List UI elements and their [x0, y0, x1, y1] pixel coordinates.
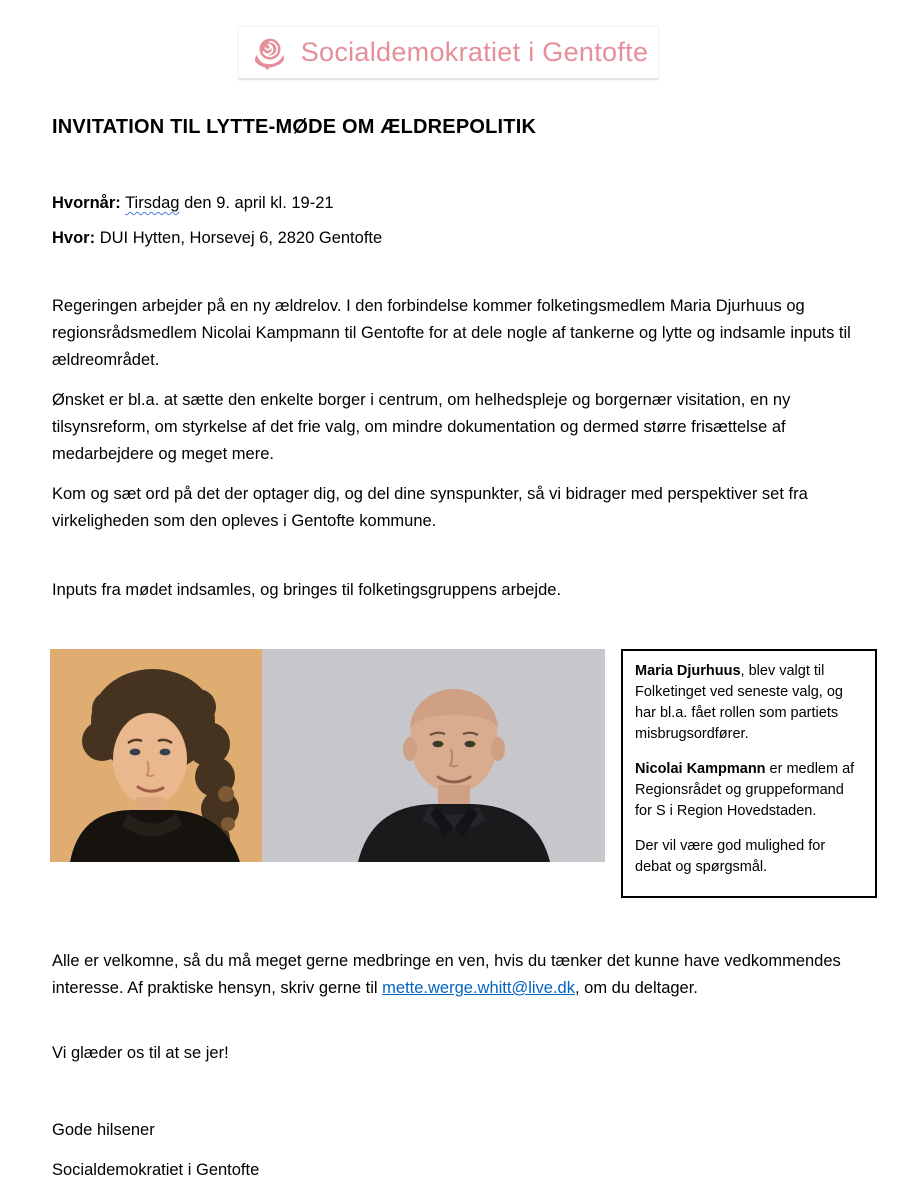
nicolai-name: Nicolai Kampmann [635, 761, 766, 777]
when-day-word: Tirsdag [125, 194, 180, 212]
signature-line: Socialdemokratiet i Gentofte [52, 1161, 260, 1179]
body-paragraph: Regeringen arbejder på en ny ældrelov. I den forbindelse kommer folketingsmedlem Maria Djurhuus og regionsrådsmedlem Nicolai Kampmann til Gentofte for at dele nogle af tankerne og lytte og indsamle inputs til ældreområdet. [52, 297, 851, 369]
maria-djurhuus-photo [50, 649, 262, 862]
nicolai-info [635, 759, 863, 822]
when-rest: den 9. april kl. 19-21 [184, 194, 334, 212]
contact-email-link[interactable]: mette.werge.whitt@live.dk [382, 979, 575, 997]
where-value: DUI Hytten, Horsevej 6, 2820 Gentofte [99, 229, 383, 247]
maria-text: , blev valgt til Folketinget ved seneste valg, og har bl.a. fået rollen som partiets misbrugsordfører. [635, 663, 843, 742]
event-details [52, 193, 861, 249]
event-where [52, 228, 861, 249]
speakers-info-box [621, 649, 877, 898]
portrait-photos [50, 649, 605, 862]
where-label: Hvor: [52, 229, 96, 247]
maria-name: Maria Djurhuus [635, 663, 741, 679]
body-paragraph: Inputs fra mødet indsamles, og bringes til folketingsgruppens arbejde. [52, 581, 562, 599]
nicolai-kampmann-photo [262, 649, 605, 862]
invite-post: , om du deltager. [574, 979, 698, 997]
party-logo-text: Socialdemokratiet i Gentofte [300, 37, 649, 67]
page-title: INVITATION TIL LYTTE-MØDE OM ÆLDREPOLITIK [52, 116, 537, 138]
debate-note: Der vil være god mulighed for debat og spørgsmål. [635, 838, 826, 875]
event-when [52, 193, 861, 214]
body-paragraph: Kom og sæt ord på det der optager dig, og del dine synspunkter, så vi bidrager med perspektiver set fra virkeligheden som den opleves i Gentofte kommune. [52, 485, 808, 530]
looking-forward-line: Vi glæder os til at se jer! [52, 1044, 229, 1062]
invite-pre: Alle er velkomne, så du må meget gerne medbringe en ven, hvis du tænker det kunne have vedkommendes interesse. Af praktiske hensyn, skriv gerne til [52, 952, 841, 997]
party-logo-card [238, 26, 659, 80]
media-row [50, 649, 877, 898]
body-paragraph: Ønsket er bl.a. at sætte den enkelte borger i centrum, om helhedspleje og borgernær visitation, en ny tilsynsreform, om styrkelse af det frie valg, om mindre dokumentation og dermed større frisættelse af medarbejdere og meget mere. [52, 391, 791, 463]
invitation-paragraph [52, 948, 861, 1002]
rose-icon [249, 32, 291, 74]
when-label: Hvornår: [52, 194, 121, 212]
nicolai-text: er medlem af Regionsrådet og gruppeformand for S i Region Hovedstaden. [635, 761, 855, 819]
maria-info [635, 661, 863, 745]
regards-line: Gode hilsener [52, 1121, 155, 1139]
